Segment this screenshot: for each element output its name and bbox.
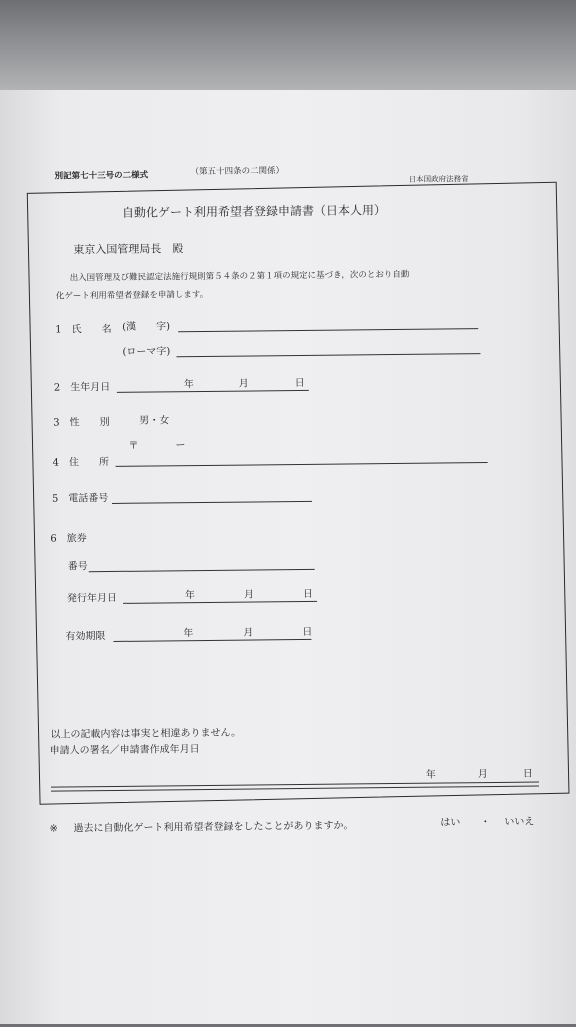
issue-year: 年 — [184, 590, 196, 602]
answer-separator: ・ — [480, 817, 491, 829]
sex-options[interactable]: 男・女 — [139, 415, 170, 427]
expiry-day: 日 — [302, 626, 313, 638]
dob-day: 日 — [294, 377, 305, 390]
postal-dash: ー — [175, 440, 186, 452]
sign-year: 年 — [425, 769, 436, 781]
declaration-text: 以上の記載内容は事実と相違ありません。 — [50, 727, 242, 741]
footer-question: 過去に自動化ゲート利用希望者登録をしたことがありますか。 — [73, 820, 354, 835]
expiry-year: 年 — [183, 628, 194, 640]
issuer-label: 日本国政府法務省 — [408, 174, 469, 184]
form-title: 自動化ゲート利用希望者登録申請書（日本人用） — [121, 203, 387, 220]
name-roman-label: (ローマ字) — [122, 346, 171, 358]
name-label: 1 氏 名 — [55, 323, 112, 336]
dob-label: 2 生年月日 — [53, 381, 111, 394]
footer-mark: ※ — [49, 823, 58, 835]
issue-month: 月 — [243, 589, 255, 601]
passport-number-label: 番号 — [67, 561, 88, 573]
sign-month: 月 — [477, 769, 488, 781]
issue-day: 日 — [302, 588, 314, 600]
dob-year: 年 — [183, 379, 194, 391]
address-label: 4 住 所 — [52, 456, 110, 469]
sex-label: 3 性 別 — [53, 416, 110, 429]
form-reference-sub: （第五十四条の二関係） — [190, 166, 285, 178]
intro-line-2: 化ゲート利用希望者登録を申請します。 — [55, 289, 209, 302]
signature-label: 申請人の署名／申請書作成年月日 — [49, 744, 200, 757]
addressee: 東京入国管理局長 殿 — [73, 242, 184, 257]
phone-label: 5 電話番号 — [51, 493, 109, 505]
sign-day: 日 — [522, 768, 533, 780]
intro-line-1: 出入国管理及び難民認定法施行規則第５４条の２第１項の規定に基づき，次のとおり自動 — [69, 269, 410, 284]
answer-yes[interactable]: はい — [440, 817, 461, 829]
answer-no[interactable]: いいえ — [504, 816, 535, 828]
passport-label: 6 旅券 — [50, 533, 87, 545]
expiry-month: 月 — [243, 627, 254, 639]
form-reference: 別記第七十三号の二様式 — [54, 170, 149, 182]
postal-mark: 〒 — [128, 440, 139, 452]
issue-date-label: 発行年月日 — [66, 592, 118, 605]
name-kanji-label: (漢 字) — [122, 321, 171, 333]
dob-month: 月 — [238, 378, 249, 390]
expiry-date-label: 有効期限 — [65, 631, 106, 643]
